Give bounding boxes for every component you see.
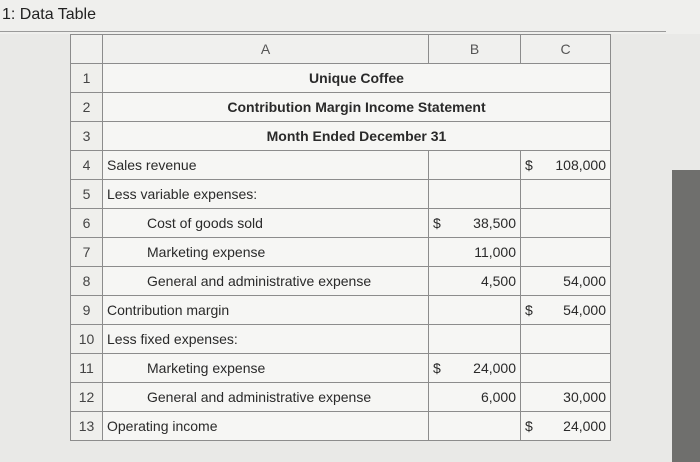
cell-b	[429, 267, 521, 296]
row-number: 2	[71, 93, 103, 122]
table-row	[71, 151, 611, 180]
row-number: 12	[71, 383, 103, 412]
row-label: Less variable expenses:	[103, 180, 429, 209]
row-number: 10	[71, 325, 103, 354]
cell-b	[429, 383, 521, 412]
row-number: 9	[71, 296, 103, 325]
row-number: 5	[71, 180, 103, 209]
corner-cell	[71, 35, 103, 64]
cell-value: 54,000	[563, 302, 606, 318]
row-label: Cost of goods sold	[103, 209, 429, 238]
column-header-c: C	[521, 35, 611, 64]
row-label: Contribution margin	[103, 296, 429, 325]
cell-c	[521, 296, 611, 325]
cell-c	[521, 267, 611, 296]
cell-b	[429, 180, 521, 209]
table-row	[71, 64, 611, 93]
cell-b	[429, 354, 521, 383]
table-row	[71, 267, 611, 296]
row-number: 11	[71, 354, 103, 383]
table-row	[71, 354, 611, 383]
cell-c	[521, 383, 611, 412]
dollar-sign: $	[525, 302, 533, 318]
cell-c	[521, 412, 611, 441]
cell-value: 108,000	[555, 157, 606, 173]
row-number: 13	[71, 412, 103, 441]
dollar-sign: $	[525, 157, 533, 173]
row-number: 7	[71, 238, 103, 267]
column-header-row	[71, 35, 611, 64]
cell-value: 54,000	[563, 273, 606, 289]
column-header-a: A	[103, 35, 429, 64]
background-shade	[672, 170, 700, 462]
cell-b	[429, 238, 521, 267]
table-row	[71, 412, 611, 441]
row-label: Sales revenue	[103, 151, 429, 180]
cell-value: 24,000	[563, 418, 606, 434]
dialog-title-bar	[0, 0, 700, 34]
table-row	[71, 93, 611, 122]
cell-b	[429, 296, 521, 325]
row-label: Marketing expense	[103, 354, 429, 383]
dialog-title: 1: Data Table	[2, 6, 96, 23]
cell-value: 30,000	[563, 389, 606, 405]
dollar-sign: $	[433, 215, 441, 231]
row-label: General and administrative expense	[103, 383, 429, 412]
cell-value: 11,000	[474, 244, 516, 260]
table-row	[71, 122, 611, 151]
row-number: 8	[71, 267, 103, 296]
dollar-sign: $	[433, 360, 441, 376]
cell-c	[521, 151, 611, 180]
row-label: Marketing expense	[103, 238, 429, 267]
table-row	[71, 325, 611, 354]
row-number: 4	[71, 151, 103, 180]
table-row	[71, 209, 611, 238]
table-row	[71, 383, 611, 412]
statement-name: Contribution Margin Income Statement	[103, 93, 611, 122]
row-label: Less fixed expenses:	[103, 325, 429, 354]
table-row	[71, 180, 611, 209]
data-table	[70, 34, 611, 441]
table-row	[71, 296, 611, 325]
cell-c	[521, 209, 611, 238]
cell-value: 38,500	[473, 215, 516, 231]
cell-value: 6,000	[480, 389, 516, 405]
cell-b	[429, 325, 521, 354]
row-label: Operating income	[103, 412, 429, 441]
statement-period: Month Ended December 31	[103, 122, 611, 151]
title-divider	[0, 31, 666, 32]
dollar-sign: $	[525, 418, 533, 434]
column-header-b: B	[429, 35, 521, 64]
row-number: 3	[71, 122, 103, 151]
cell-b	[429, 412, 521, 441]
company-name: Unique Coffee	[103, 64, 611, 93]
cell-b	[429, 151, 521, 180]
cell-c	[521, 238, 611, 267]
cell-c	[521, 180, 611, 209]
row-label: General and administrative expense	[103, 267, 429, 296]
cell-c	[521, 325, 611, 354]
table-row	[71, 238, 611, 267]
cell-c	[521, 354, 611, 383]
cell-value: 24,000	[473, 360, 516, 376]
row-number: 6	[71, 209, 103, 238]
cell-value: 4,500	[480, 273, 516, 289]
cell-b	[429, 209, 521, 238]
row-number: 1	[71, 64, 103, 93]
